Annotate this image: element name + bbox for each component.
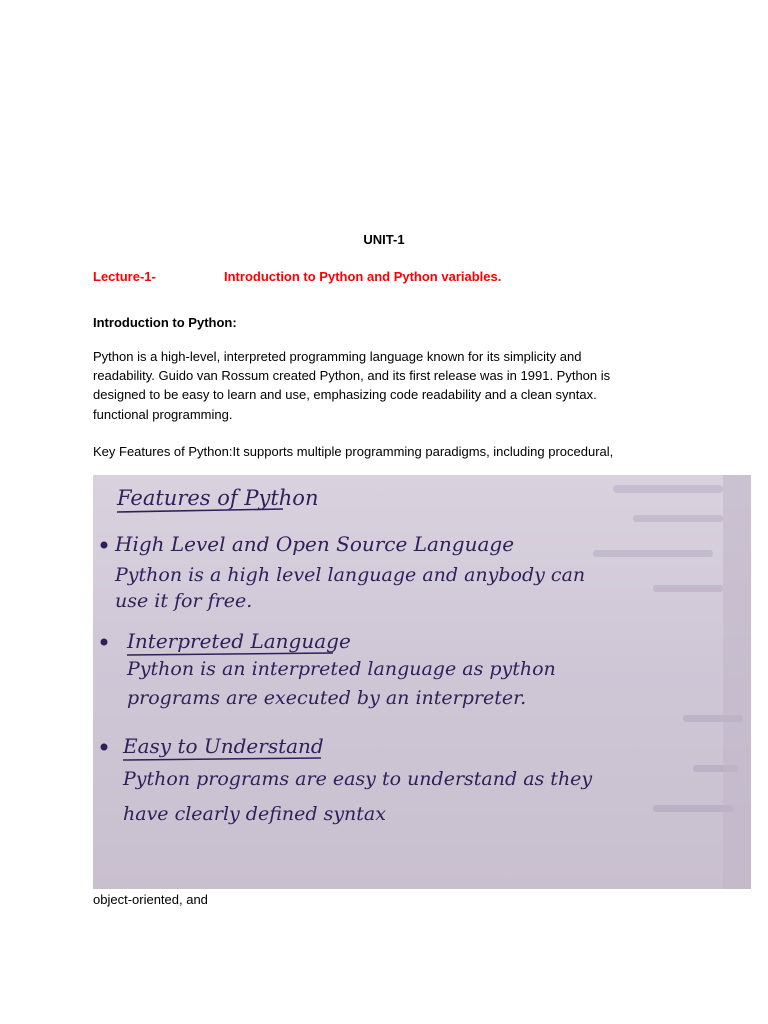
bullet-dot: [101, 542, 108, 549]
notes-item-line: Python programs are easy to understand as they: [123, 768, 593, 790]
notes-item-line: Python is a high level language and anybody can: [115, 564, 586, 586]
notes-item-line: use it for free.: [115, 590, 253, 612]
continuation-paragraph: [93, 890, 693, 909]
notes-item-heading: Easy to Understand: [123, 734, 324, 758]
paragraph-line: designed to be easy to learn and use, emphasizing code readability and a clean syntax.: [93, 387, 597, 403]
lecture-heading: [93, 269, 501, 284]
paragraph-line: Key Features of Python:It supports multiple programming paradigms, including procedural,: [93, 444, 614, 459]
notes-item-heading: High Level and Open Source Language: [115, 532, 515, 556]
handwritten-notes-image: [93, 475, 751, 889]
paragraph-line: readability. Guido van Rossum created Python, and its first release was in 1991. Python is: [93, 368, 611, 384]
intro-paragraph: [93, 347, 693, 424]
notes-item-line: programs are executed by an interpreter.: [127, 687, 527, 709]
section-heading: Introduction to Python:: [93, 315, 237, 330]
notes-item-line: have clearly defined syntax: [123, 803, 386, 825]
handwritten-notes-drawing: [93, 475, 751, 889]
bullet-dot: [101, 744, 108, 751]
paragraph-line: functional programming.: [93, 406, 233, 422]
lecture-number: Lecture-1-: [93, 269, 156, 284]
key-features-paragraph: [93, 442, 693, 461]
bullet-dot: [101, 639, 108, 646]
notes-title: Features of Python: [117, 486, 319, 510]
paragraph-line: Python is a high-level, interpreted programming language known for its simplicity and: [93, 349, 582, 364]
notes-item-line: Python is an interpreted language as python: [127, 658, 556, 680]
unit-title: UNIT-1: [363, 232, 405, 247]
notes-item-heading: Interpreted Language: [127, 629, 351, 653]
lecture-title: Introduction to Python and Python variables.: [224, 269, 502, 284]
bleed-through-texture: [593, 485, 743, 812]
paragraph-line: object-oriented, and: [93, 892, 208, 907]
